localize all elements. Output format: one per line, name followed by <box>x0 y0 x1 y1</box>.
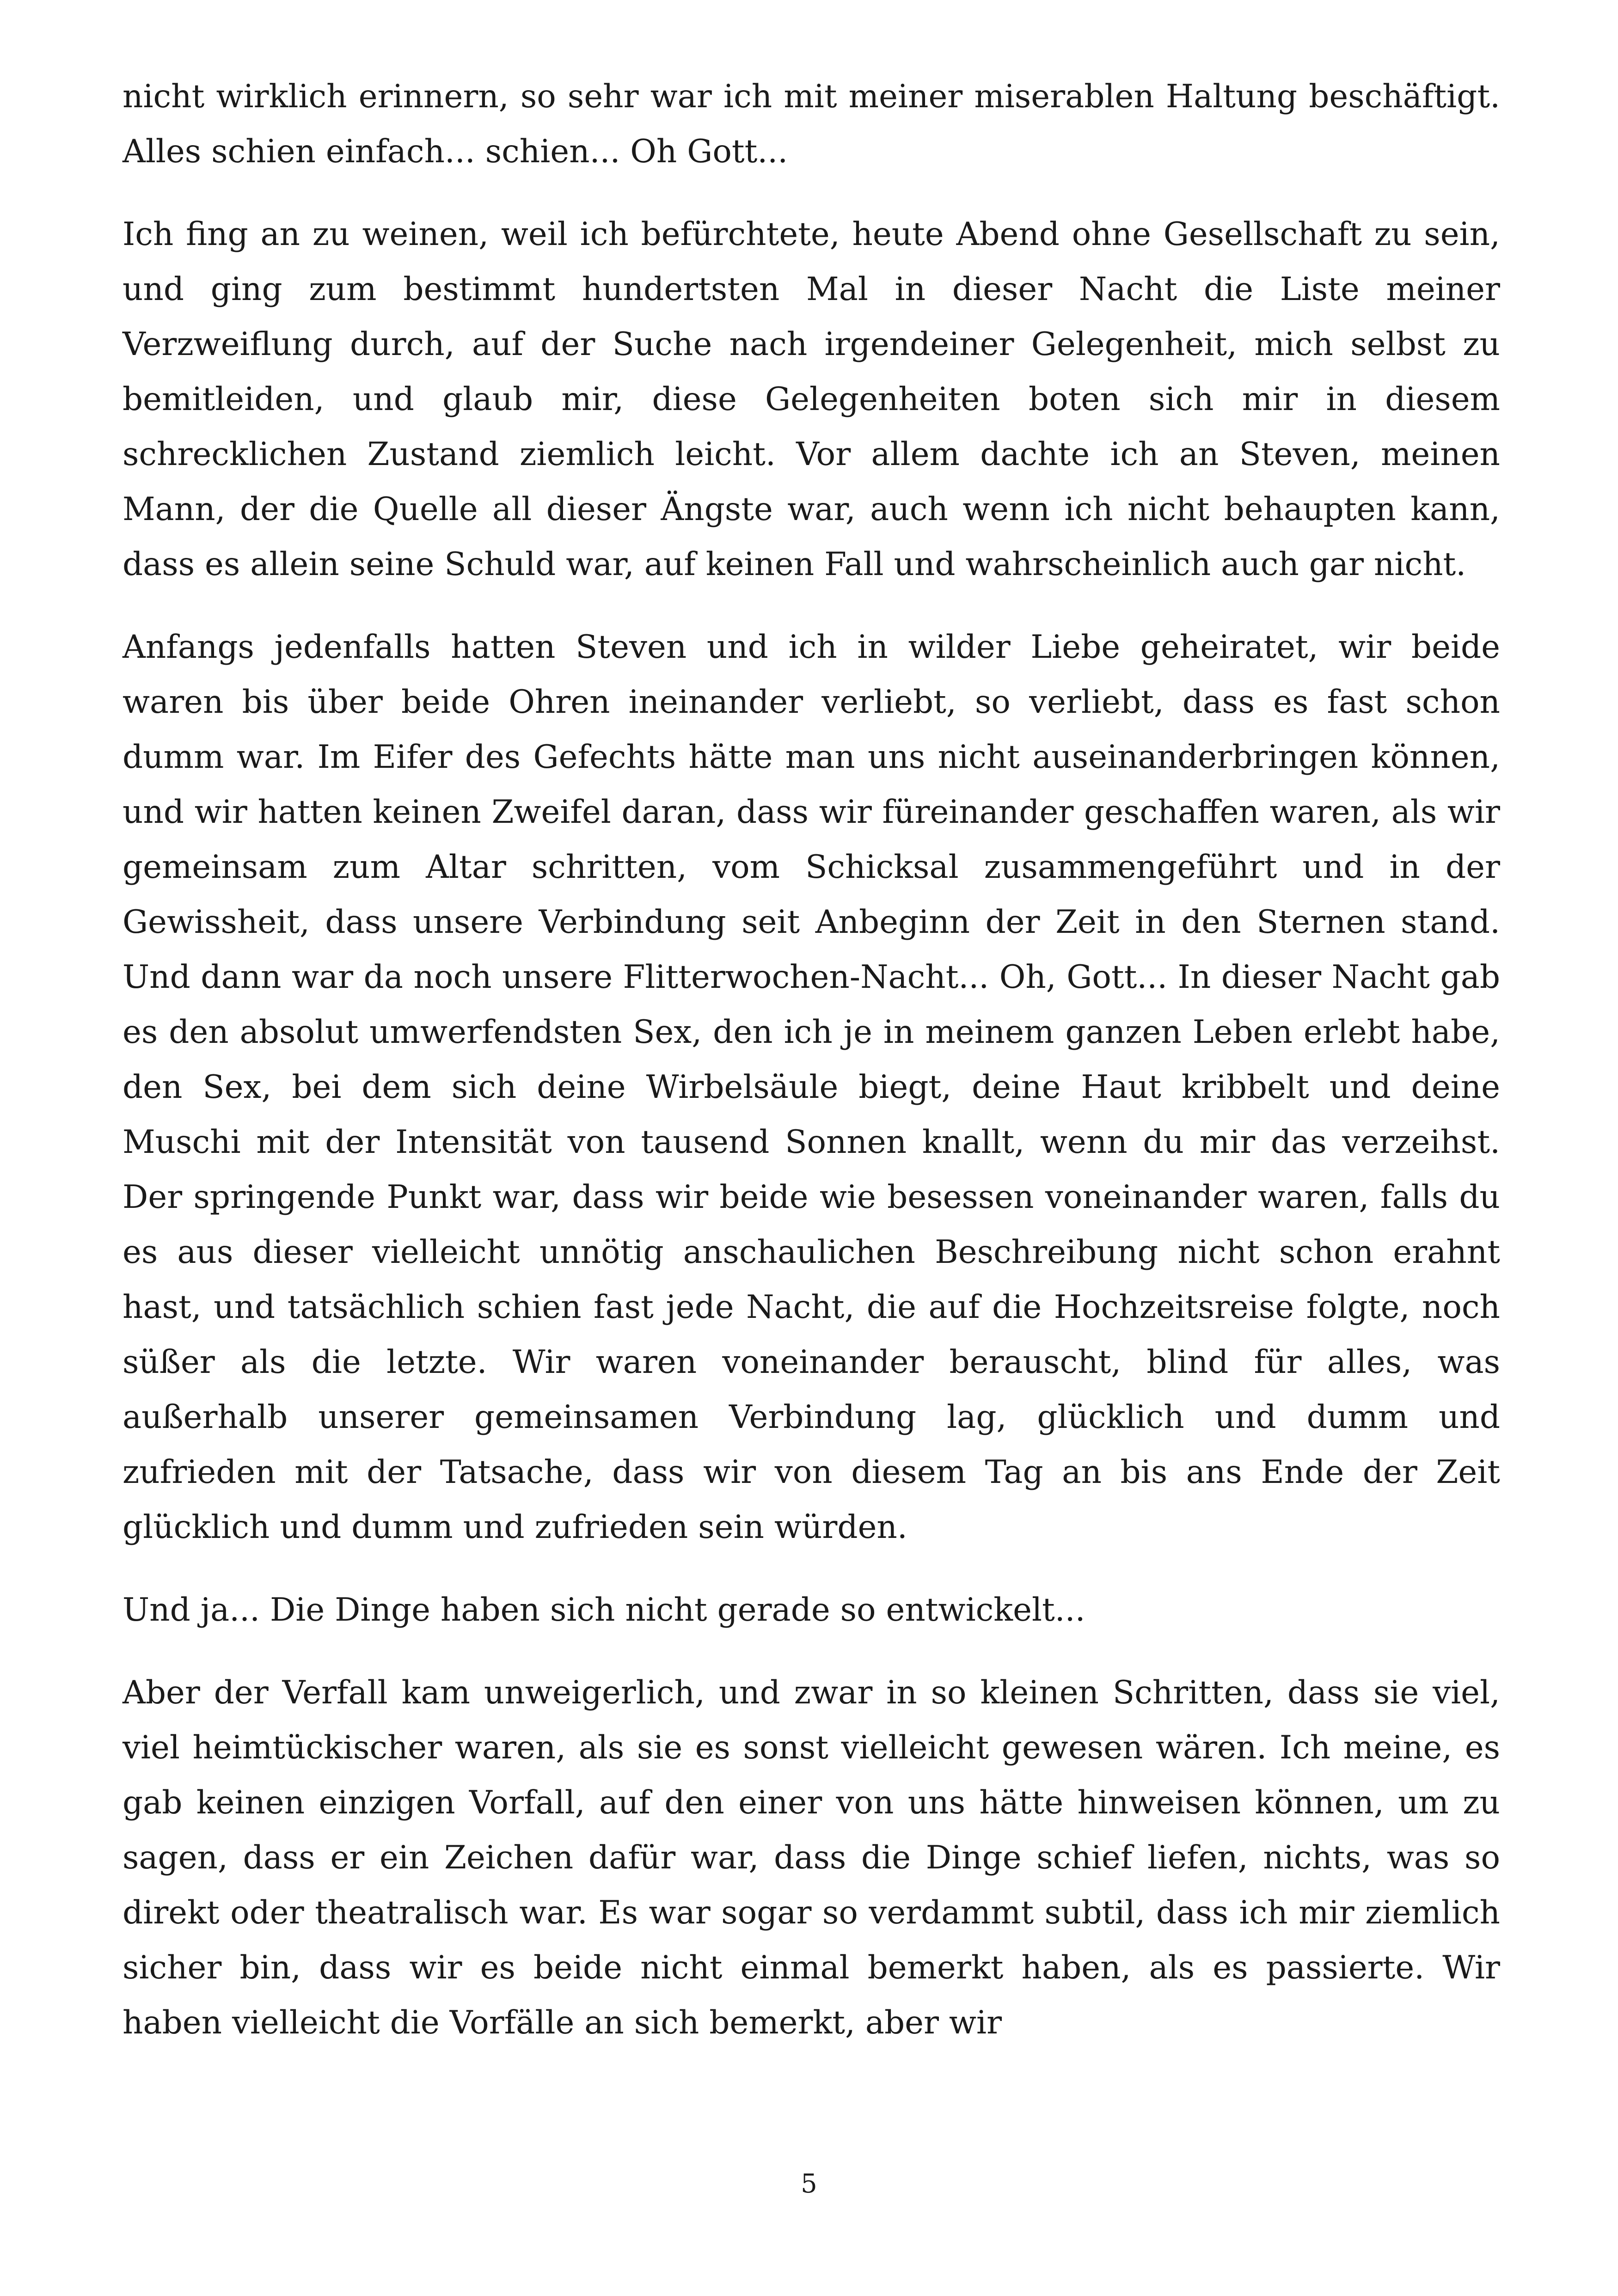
paragraph-2: Ich fing an zu weinen, weil ich befürchtete, heute Abend ohne Gesellschaft zu sein, und ging zum bestimmt hundertsten Mal in dieser Nacht die Liste meiner Verzweiflung durch, auf der Suche nach irgendeiner Gelegenheit, mich selbst zu bemitleiden, und glaub mir, diese Gelegenheiten boten sich mir in diesem schrecklichen Zustand ziemlich leicht. Vor allem dachte ich an Steven, meinen Mann, der die Quelle all dieser Ängste war, auch wenn ich nicht behaupten kann, dass es allein seine Schuld war, auf keinen Fall und wahrscheinlich auch gar nicht. <box>123 216 1500 583</box>
page-number: 5 <box>801 2169 817 2199</box>
paragraph-4: Und ja... Die Dinge haben sich nicht gerade so entwickelt... <box>123 1592 1085 1629</box>
paragraph-3: Anfangs jedenfalls hatten Steven und ich in wilder Liebe geheiratet, wir beide waren bis über beide Ohren ineinander verliebt, so verliebt, dass es fast schon dumm war. Im Eifer des Gefechts hätte man uns nicht auseinanderbringen können, und wir hatten keinen Zweifel daran, dass wir füreinander geschaffen waren, als wir gemeinsam zum Altar schritten, vom Schicksal zusammengeführt und in der Gewissheit, dass unsere Verbindung seit Anbeginn der Zeit in den Sternen stand. Und dann war da noch unsere Flitterwochen-Nacht... Oh, Gott... In dieser Nacht gab es den absolut umwerfendsten Sex, den ich je in meinem ganzen Leben erlebt habe, den Sex, bei dem sich deine Wirbelsäule biegt, deine Haut kribbelt und deine Muschi mit der Intensität von tausend Sonnen knallt, wenn du mir das verzeihst. Der springende Punkt war, dass wir beide wie besessen voneinander waren, falls du es aus dieser vielleicht unnötig anschaulichen Beschreibung nicht schon erahnt hast, und tatsächlich schien fast jede Nacht, die auf die Hochzeitsreise folgte, noch süßer als die letzte. Wir waren voneinander berauscht, blind für alles, was außerhalb unserer gemeinsamen Verbindung lag, glücklich und dumm und zufrieden mit der Tatsache, dass wir von diesem Tag an bis ans Ende der Zeit glücklich und dumm und zufrieden sein würden. <box>123 629 1500 1546</box>
paragraph-5: Aber der Verfall kam unweigerlich, und zwar in so kleinen Schritten, dass sie viel, viel heimtückischer waren, als sie es sonst vielleicht gewesen wären. Ich meine, es gab keinen einzigen Vorfall, auf den einer von uns hätte hinweisen können, um zu sagen, dass er ein Zeichen dafür war, dass die Dinge schief liefen, nichts, was so direkt oder theatralisch war. Es war sogar so verdammt subtil, dass ich mir ziemlich sicher bin, dass wir es beide nicht einmal bemerkt haben, als es passierte. Wir haben vielleicht die Vorfälle an sich bemerkt, aber wir <box>123 1674 1500 2041</box>
document-page <box>123 69 1500 2078</box>
paragraph-1: nicht wirklich erinnern, so sehr war ich mit meiner miserablen Haltung beschäftigt. Alles schien einfach... schien... Oh Gott... <box>123 78 1500 170</box>
